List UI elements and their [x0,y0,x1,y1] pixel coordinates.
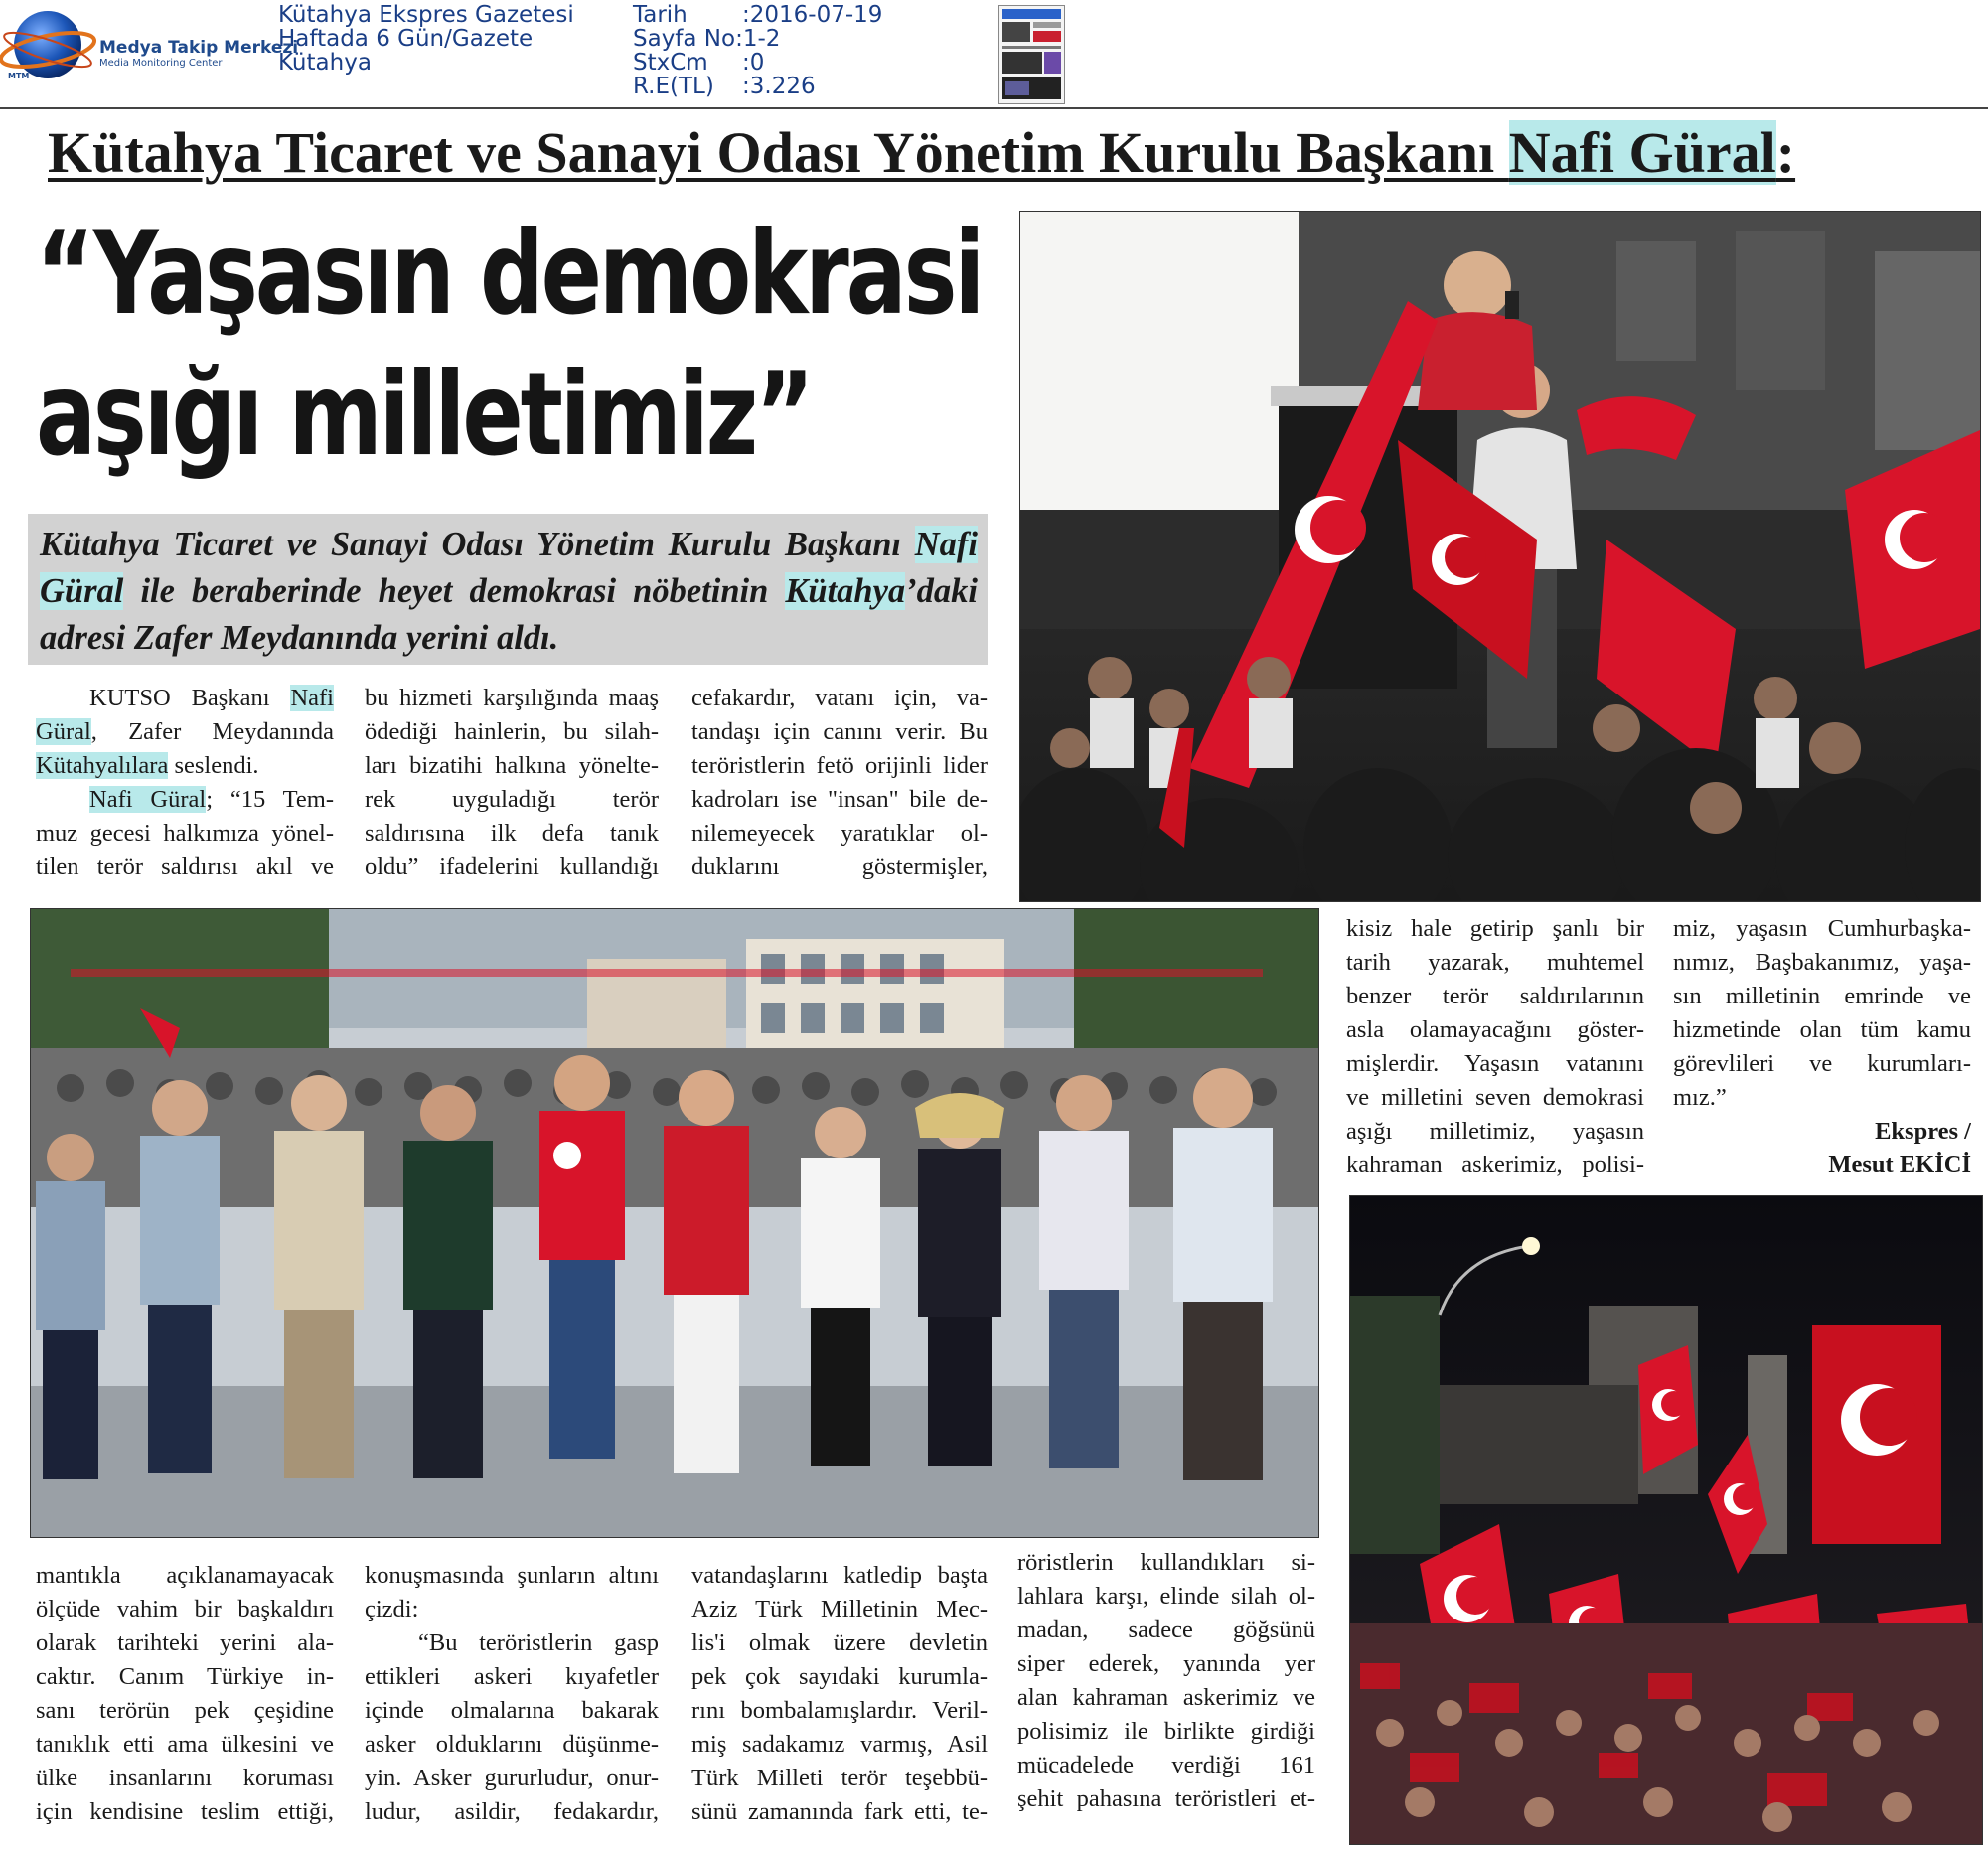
publication-name: Kütahya Ekspres Gazetesi [278,2,574,28]
text-line: tarih yazarak, muhtemel [1346,949,1644,976]
text-line: yin. Asker gururludur, onur- [365,1765,659,1791]
text-line: bu hizmeti karşılığında maaş [365,685,659,711]
text-line: ettikleri askeri kıyafetler [365,1663,659,1690]
text-line [36,783,334,817]
text-line: aşığı milletimiz, yaşasın [1346,1118,1644,1145]
text-span: seslendi. [168,752,259,779]
text-span: , Zafer Meydanında [90,718,334,745]
summary-name-2: Güral [40,572,124,610]
text-line: röristlerin kullandıkları si- [1017,1549,1315,1576]
column-3-bottom [691,1559,988,1839]
text-line: için kendisine teslim ettiği, [36,1798,334,1825]
photo-speaker-on-stage [1019,211,1981,902]
text-line: mücadelede verdiği 161 [1017,1752,1315,1778]
text-line: sanı terörün pek çeşidine [36,1697,334,1724]
column-4-bottom [1017,1546,1315,1826]
text-line: ve milletini seven demokrasi [1346,1084,1644,1111]
text-span: ; “15 Tem- [206,786,334,813]
page-label: Sayfa No [633,26,736,52]
logo-subtitle: Media Monitoring Center [99,58,223,69]
byline-source: Ekspres / [1875,1118,1971,1145]
text-line: mantıkla açıklanamayacak [36,1562,334,1589]
text-line: ludur, asildir, fedakardır, [365,1798,659,1825]
column-right-b [1673,912,1971,1190]
column-1-top [36,682,334,890]
headline-line-1: “Yaşasın demokrasi [36,207,983,341]
text-line: kisiz hale getirip şanlı bir [1346,915,1644,942]
kicker-text: Kütahya Ticaret ve Sanayi Odası Yönetim Kurulu Başkanı [48,120,1509,185]
city-highlight: Kütahyalılara [36,752,169,779]
meta-stxcm [633,51,882,75]
text-line: nımız, Başbakanımız, yaşa- [1673,949,1971,976]
date-value: :2016-07-19 [742,2,883,28]
page-thumbnail[interactable] [998,5,1065,104]
column-3-top [691,682,988,890]
photo-night-flag-rally [1349,1195,1983,1845]
text-line: rını bombalamışlardır. Veril- [691,1697,988,1724]
summary-text-2: ile beraberinde heyet demokrasi nöbetinin [123,572,786,610]
text-line: lahlara karşı, elinde silah ol- [1017,1583,1315,1610]
text-line [36,715,334,749]
mtm-logo [0,0,299,99]
text-line: “Bu teröristlerin gasp [418,1629,659,1656]
text-line: asker olduklarını düşünme- [365,1731,659,1758]
text-line: sünü zamanında fark etti, te- [691,1798,988,1825]
text-line: görevlileri ve kurumları- [1673,1050,1971,1077]
text-line: miz, yaşasın Cumhurbaşka- [1673,915,1971,942]
summary-name-1: Nafi [914,526,978,563]
text-line: içinde olmalarına bakarak [365,1697,659,1724]
text-line: caktır. Canım Türkiye in- [36,1663,334,1690]
text-line: konuşmasında şunların altını [365,1562,659,1589]
text-line: Aziz Türk Milletinin Mec- [691,1596,988,1622]
text-line: oldu” ifadelerini kullandığı [365,853,659,880]
kicker-name-highlight: Nafi Güral [1508,120,1776,185]
text-line: benzer terör saldırılarının [1346,983,1644,1009]
re-label: R.E(TL) [633,74,714,99]
column-1-bottom [36,1559,334,1839]
text-line: polisimiz ile birlikte girdiği [1017,1718,1315,1745]
text-line: saldırısına ilk defa tanık [365,820,659,847]
publication-frequency: Haftada 6 Gün/Gazete [278,26,534,52]
re-value: :3.226 [742,74,816,99]
byline-author: Mesut EKİCİ [1828,1152,1971,1178]
text-line: duklarını göstermişler, [691,853,988,880]
text-line: asla olamayacağını göster- [1346,1016,1644,1043]
text-line: siper ederek, yanında yer [1017,1650,1315,1677]
summary-text-4: adresi Zafer Meydanında yerini aldı. [40,619,559,657]
stxcm-value: :0 [742,50,765,76]
summary-city: Kütahya [785,572,906,610]
header-divider [0,107,1988,109]
text-line: ları bizatihi halkına yönelte- [365,752,659,779]
text-line: ölçüde vahim bir başkaldırı [36,1596,334,1622]
text-span: KUTSO Başkanı [89,685,291,711]
meta-date [633,3,882,27]
globe-icon [0,0,99,99]
text-line: Türk Milleti terör teşebbü- [691,1765,988,1791]
column-2-top [365,682,659,890]
text-line: hizmetinde olan tüm kamu [1673,1016,1971,1043]
publication-city: Kütahya [278,50,372,76]
text-line: tanıklık etti ama ülkesini ve [36,1731,334,1758]
date-label: Tarih [633,2,688,28]
text-line: çizdi: [365,1596,419,1622]
text-line: kahraman askerimiz, polisi- [1346,1152,1644,1178]
headline-line-2: aşığı milletimiz” [36,348,812,482]
text-line: teröristlerin fetö orijinli lider [691,752,988,779]
name-highlight: Nafi Güral [89,786,207,813]
publication-info [278,3,574,75]
summary-text-1: Kütahya Ticaret ve Sanayi Odası Yönetim Kurulu Başkanı [40,526,915,563]
clipping-meta [633,3,882,98]
text-line: şehit pahasına teröristleri et- [1017,1785,1315,1812]
text-line: kadroları ise "insan" bile de- [691,786,988,813]
column-2-bottom [365,1559,659,1839]
kicker-title [48,117,1965,189]
logo-title: Medya Takip Merkezi [99,38,299,58]
text-line: madan, sadece göğsünü [1017,1617,1315,1643]
name-highlight: Nafi [290,685,334,711]
text-line: olarak tarihteki yerini ala- [36,1629,334,1656]
summary-box [28,514,988,665]
text-line: lis'i olmak üzere devletin [691,1629,988,1656]
text-line: rek uyguladığı terör [365,786,659,813]
text-line [36,682,334,715]
text-line: vatandaşlarını katledip başta [691,1562,988,1589]
text-line [36,749,334,783]
text-line: tilen terör saldırısı akıl ve [36,853,334,880]
text-line: mişlerdir. Yaşasın vatanını [1346,1050,1644,1077]
headline [36,204,983,486]
text-line: tandaşı için canını verir. Bu [691,718,988,745]
photo-group-delegation [30,908,1319,1538]
text-line: miş sadakamız varmış, Asil [691,1731,988,1758]
text-line: pek çok sayıdaki kurumla- [691,1663,988,1690]
text-line: mız.” [1673,1084,1727,1111]
text-line: sın milletinin emrinde ve [1673,983,1971,1009]
text-line: cefakardır, vatanı için, va- [691,685,988,711]
summary-text-3: ’daki [905,572,978,610]
text-line: alan kahraman askerimiz ve [1017,1684,1315,1711]
name-highlight: Güral [36,718,91,745]
meta-re [633,75,882,98]
column-right-a [1346,912,1644,1190]
text-line: ödediği hainlerin, bu silah- [365,718,659,745]
logo-mark: MTM [8,72,30,80]
text-line: nilemeyecek yaratıklar ol- [691,820,988,847]
kicker-colon: : [1775,120,1796,185]
meta-page [633,27,882,51]
page-value: :1-2 [735,26,781,52]
text-line: ülke insanlarını koruması [36,1765,334,1791]
text-line: muz gecesi halkımıza yönel- [36,820,334,847]
stxcm-label: StxCm [633,50,708,76]
